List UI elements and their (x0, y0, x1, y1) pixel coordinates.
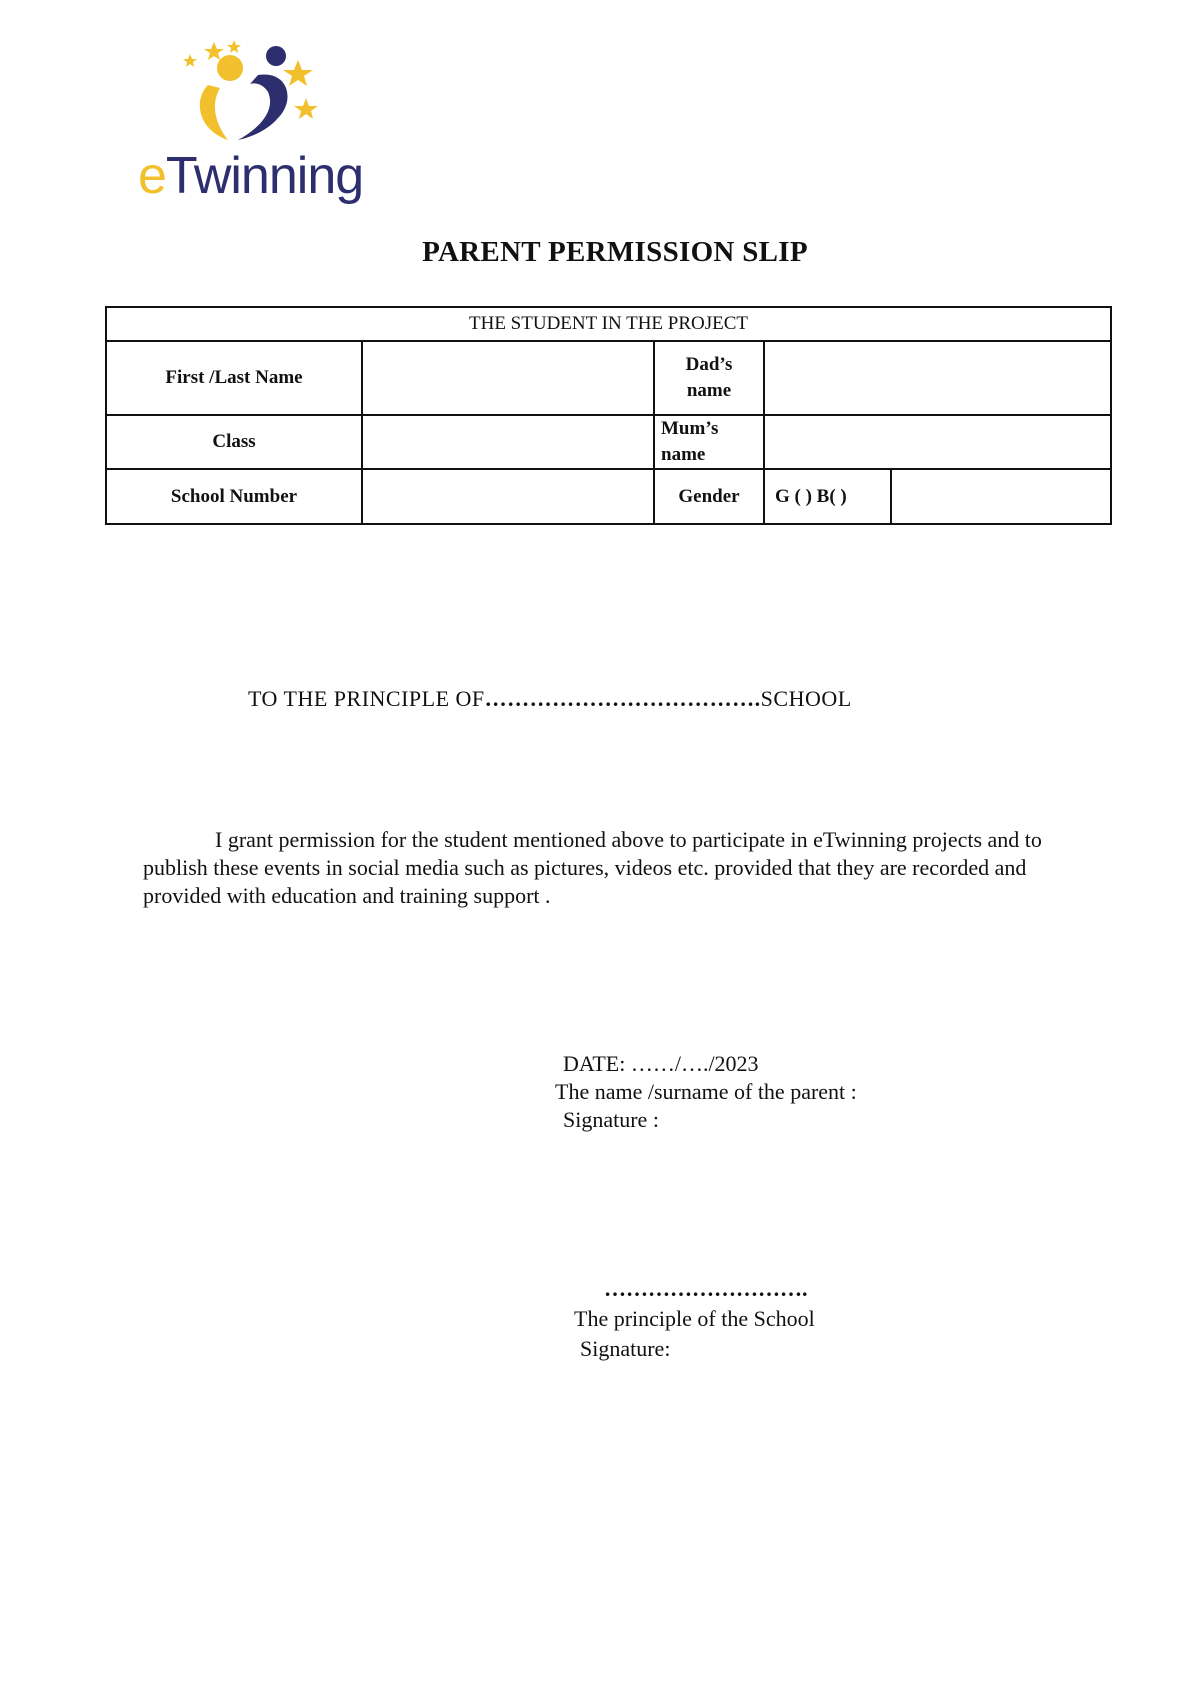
principal-signature-block (574, 1274, 815, 1364)
page-title: PARENT PERMISSION SLIP (422, 236, 808, 268)
class-field[interactable] (362, 415, 654, 469)
etwinning-figures-icon (138, 40, 368, 150)
table-header: THE STUDENT IN THE PROJECT (106, 307, 1111, 341)
dad-name-field[interactable] (764, 341, 1111, 415)
permission-text: I grant permission for the student mentioned above to participate in eTwinning projects and to publish these events in social media such as pictures, videos etc. provided that they are recorded and provided with education and training support . (143, 827, 1042, 908)
gender-options[interactable]: G ( ) B( ) (765, 470, 892, 523)
parent-signature-line: Signature : (563, 1107, 659, 1132)
school-number-label: School Number (106, 469, 362, 524)
school-name-blank: ………………………………. (484, 686, 761, 711)
parent-name-line: The name /surname of the parent : (555, 1079, 857, 1104)
gender-field (764, 469, 1111, 524)
first-last-name-field[interactable] (362, 341, 654, 415)
logo-wordmark: eTwinning (138, 147, 364, 205)
class-label: Class (106, 415, 362, 469)
addressee-line (248, 686, 852, 712)
principal-name-blank: ………………………. (604, 1276, 808, 1301)
addressee-suffix: SCHOOL (760, 686, 852, 711)
principal-signature-line: Signature: (580, 1336, 671, 1361)
date-line: DATE: ……/…./2023 (563, 1051, 759, 1076)
gender-label: Gender (654, 469, 764, 524)
parent-signature-block (555, 1050, 857, 1134)
mum-name-field[interactable] (764, 415, 1111, 469)
permission-paragraph (143, 826, 1068, 910)
school-number-field[interactable] (362, 469, 654, 524)
principal-title: The principle of the School (574, 1306, 815, 1331)
dad-name-label: Dad’s name (654, 341, 764, 415)
addressee-prefix: TO THE PRINCIPLE OF (248, 686, 485, 711)
gender-blank-field[interactable] (892, 470, 1110, 523)
student-info-table (105, 306, 1112, 525)
etwinning-logo (138, 40, 368, 210)
first-last-name-label: First /Last Name (106, 341, 362, 415)
mum-name-label: Mum’s name (654, 415, 764, 469)
